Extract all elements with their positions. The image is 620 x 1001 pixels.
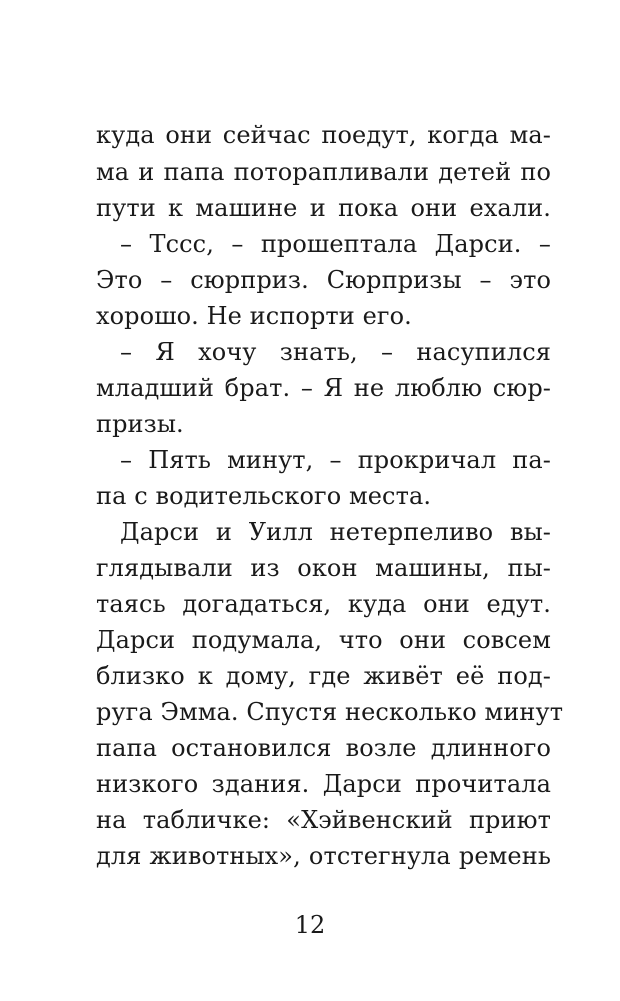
text-line: пути к машине и пока они ехали. xyxy=(96,194,551,222)
text-line: – Тссс, – прошептала Дарси. – xyxy=(120,230,551,258)
text-line: глядывали из окон машины, пы- xyxy=(96,554,551,582)
text-line: папа остановился возле длинного xyxy=(96,734,551,762)
text-line: Дарси и Уилл нетерпеливо вы- xyxy=(120,518,551,546)
text-line: ма и папа поторапливали детей по xyxy=(96,158,551,186)
text-line: хорошо. Не испорти его. xyxy=(96,302,412,330)
text-line: для животных», отстегнула ремень xyxy=(96,842,551,870)
text-line: – Я хочу знать, – насупился xyxy=(120,338,551,366)
text-line: Это – сюрприз. Сюрпризы – это xyxy=(96,266,551,294)
text-line: – Пять минут, – прокричал па- xyxy=(120,446,551,474)
text-line: таясь догадаться, куда они едут. xyxy=(96,590,551,618)
text-line: руга Эмма. Спустя несколько минут xyxy=(96,698,564,726)
text-line: куда они сейчас поедут, когда ма- xyxy=(96,121,551,149)
text-line: на табличке: «Хэйвенский приют xyxy=(96,806,551,834)
text-line: Дарси подумала, что они совсем xyxy=(96,626,551,654)
text-line: призы. xyxy=(96,410,184,438)
text-line: низкого здания. Дарси прочитала xyxy=(96,770,551,798)
text-line: близко к дому, где живёт её под- xyxy=(96,662,551,690)
text-line: младший брат. – Я не люблю сюр- xyxy=(96,374,551,402)
page-number: 12 xyxy=(294,911,326,939)
text-line: па с водительского места. xyxy=(96,482,432,510)
